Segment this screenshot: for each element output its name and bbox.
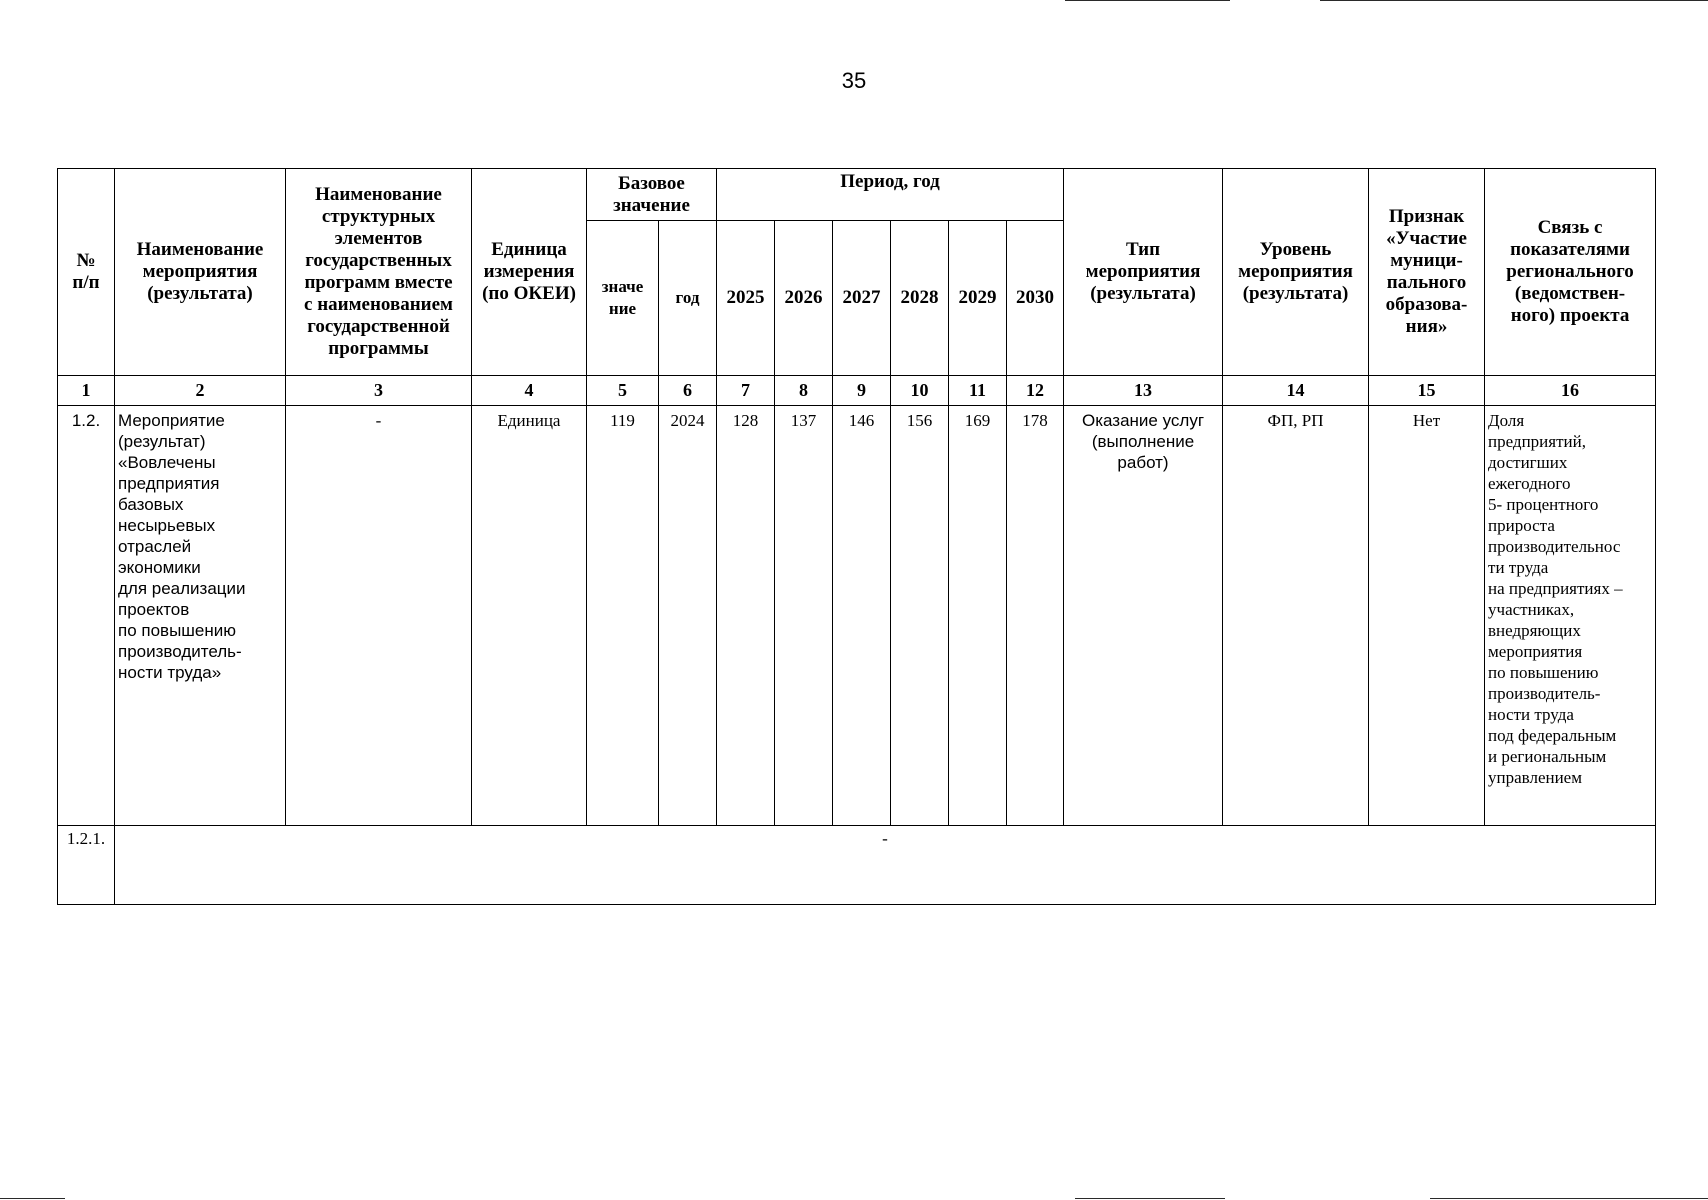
column-number: 8 (775, 376, 833, 405)
column-number: 16 (1485, 376, 1656, 405)
sub-row-text: - (115, 826, 1656, 905)
row-event-type: Оказание услуг (выполнение работ) (1064, 405, 1223, 826)
row-base-year: 2024 (659, 405, 717, 826)
header-year: 2026 (775, 221, 833, 376)
header-year: 2029 (949, 221, 1007, 376)
row-year-value: 128 (717, 405, 775, 826)
header-period: Период, год (717, 169, 1064, 221)
row-year-value: 169 (949, 405, 1007, 826)
column-number: 5 (587, 376, 659, 405)
column-number: 9 (833, 376, 891, 405)
column-number: 7 (717, 376, 775, 405)
header-num: № п/п (58, 169, 115, 376)
header-base-value-year: год (659, 221, 717, 376)
header-event-name: Наименование мероприятия (результата) (115, 169, 286, 376)
column-number: 15 (1369, 376, 1485, 405)
row-base-value: 119 (587, 405, 659, 826)
header-project-link: Связь с показателями регионального (ведомствен- ного) проекта (1485, 169, 1656, 376)
column-number: 3 (286, 376, 472, 405)
row-num: 1.2. (58, 405, 115, 826)
row-municipal-sign: Нет (1369, 405, 1485, 826)
header-base-value: Базовое значение (587, 169, 717, 221)
header-base-value-value: значе ние (587, 221, 659, 376)
column-number: 1 (58, 376, 115, 405)
column-number: 13 (1064, 376, 1223, 405)
row-project-link: Доля предприятий, достигших ежегодного 5- процентного прироста производительнос ти труда на предприятиях – участниках, внедряющих мероприятия по повышению производитель- ности труда под федеральным и региональным управлением (1485, 405, 1656, 826)
header-unit: Единица измерения (по ОКЕИ) (472, 169, 587, 376)
row-event-level: ФП, РП (1223, 405, 1369, 826)
scan-artifact-line (1320, 0, 1708, 1)
page-number: 35 (841, 68, 867, 93)
column-number: 11 (949, 376, 1007, 405)
header-event-level: Уровень мероприятия (результата) (1223, 169, 1369, 376)
sub-row-num: 1.2.1. (58, 826, 115, 905)
header-year: 2025 (717, 221, 775, 376)
header-year: 2027 (833, 221, 891, 376)
scan-artifact-line (1430, 1198, 1708, 1199)
header-year: 2028 (891, 221, 949, 376)
header-structural-elements: Наименование структурных элементов государственных программ вместе с наименованием государственной программы (286, 169, 472, 376)
column-number: 4 (472, 376, 587, 405)
row-year-value: 156 (891, 405, 949, 826)
column-number: 14 (1223, 376, 1369, 405)
row-year-value: 137 (775, 405, 833, 826)
row-event-name: Мероприятие (результат) «Вовлечены предприятия базовых несырьевых отраслей экономики для реализации проектов по повышению производитель- ности труда» (115, 405, 286, 826)
row-structural-elements: - (286, 405, 472, 826)
events-table (57, 168, 1656, 905)
row-year-value: 146 (833, 405, 891, 826)
table-row (58, 826, 1656, 905)
scan-artifact-line (1075, 1198, 1225, 1199)
row-year-value: 178 (1007, 405, 1064, 826)
table-row (58, 405, 1656, 826)
row-unit: Единица (472, 405, 587, 826)
column-number: 2 (115, 376, 286, 405)
scan-artifact-line (1065, 0, 1230, 1)
column-number: 6 (659, 376, 717, 405)
scan-artifact-line (0, 1198, 65, 1199)
column-number: 12 (1007, 376, 1064, 405)
column-number: 10 (891, 376, 949, 405)
header-event-type: Тип мероприятия (результата) (1064, 169, 1223, 376)
header-municipal-sign: Признак «Участие муници- пального образова- ния» (1369, 169, 1485, 376)
header-year: 2030 (1007, 221, 1064, 376)
